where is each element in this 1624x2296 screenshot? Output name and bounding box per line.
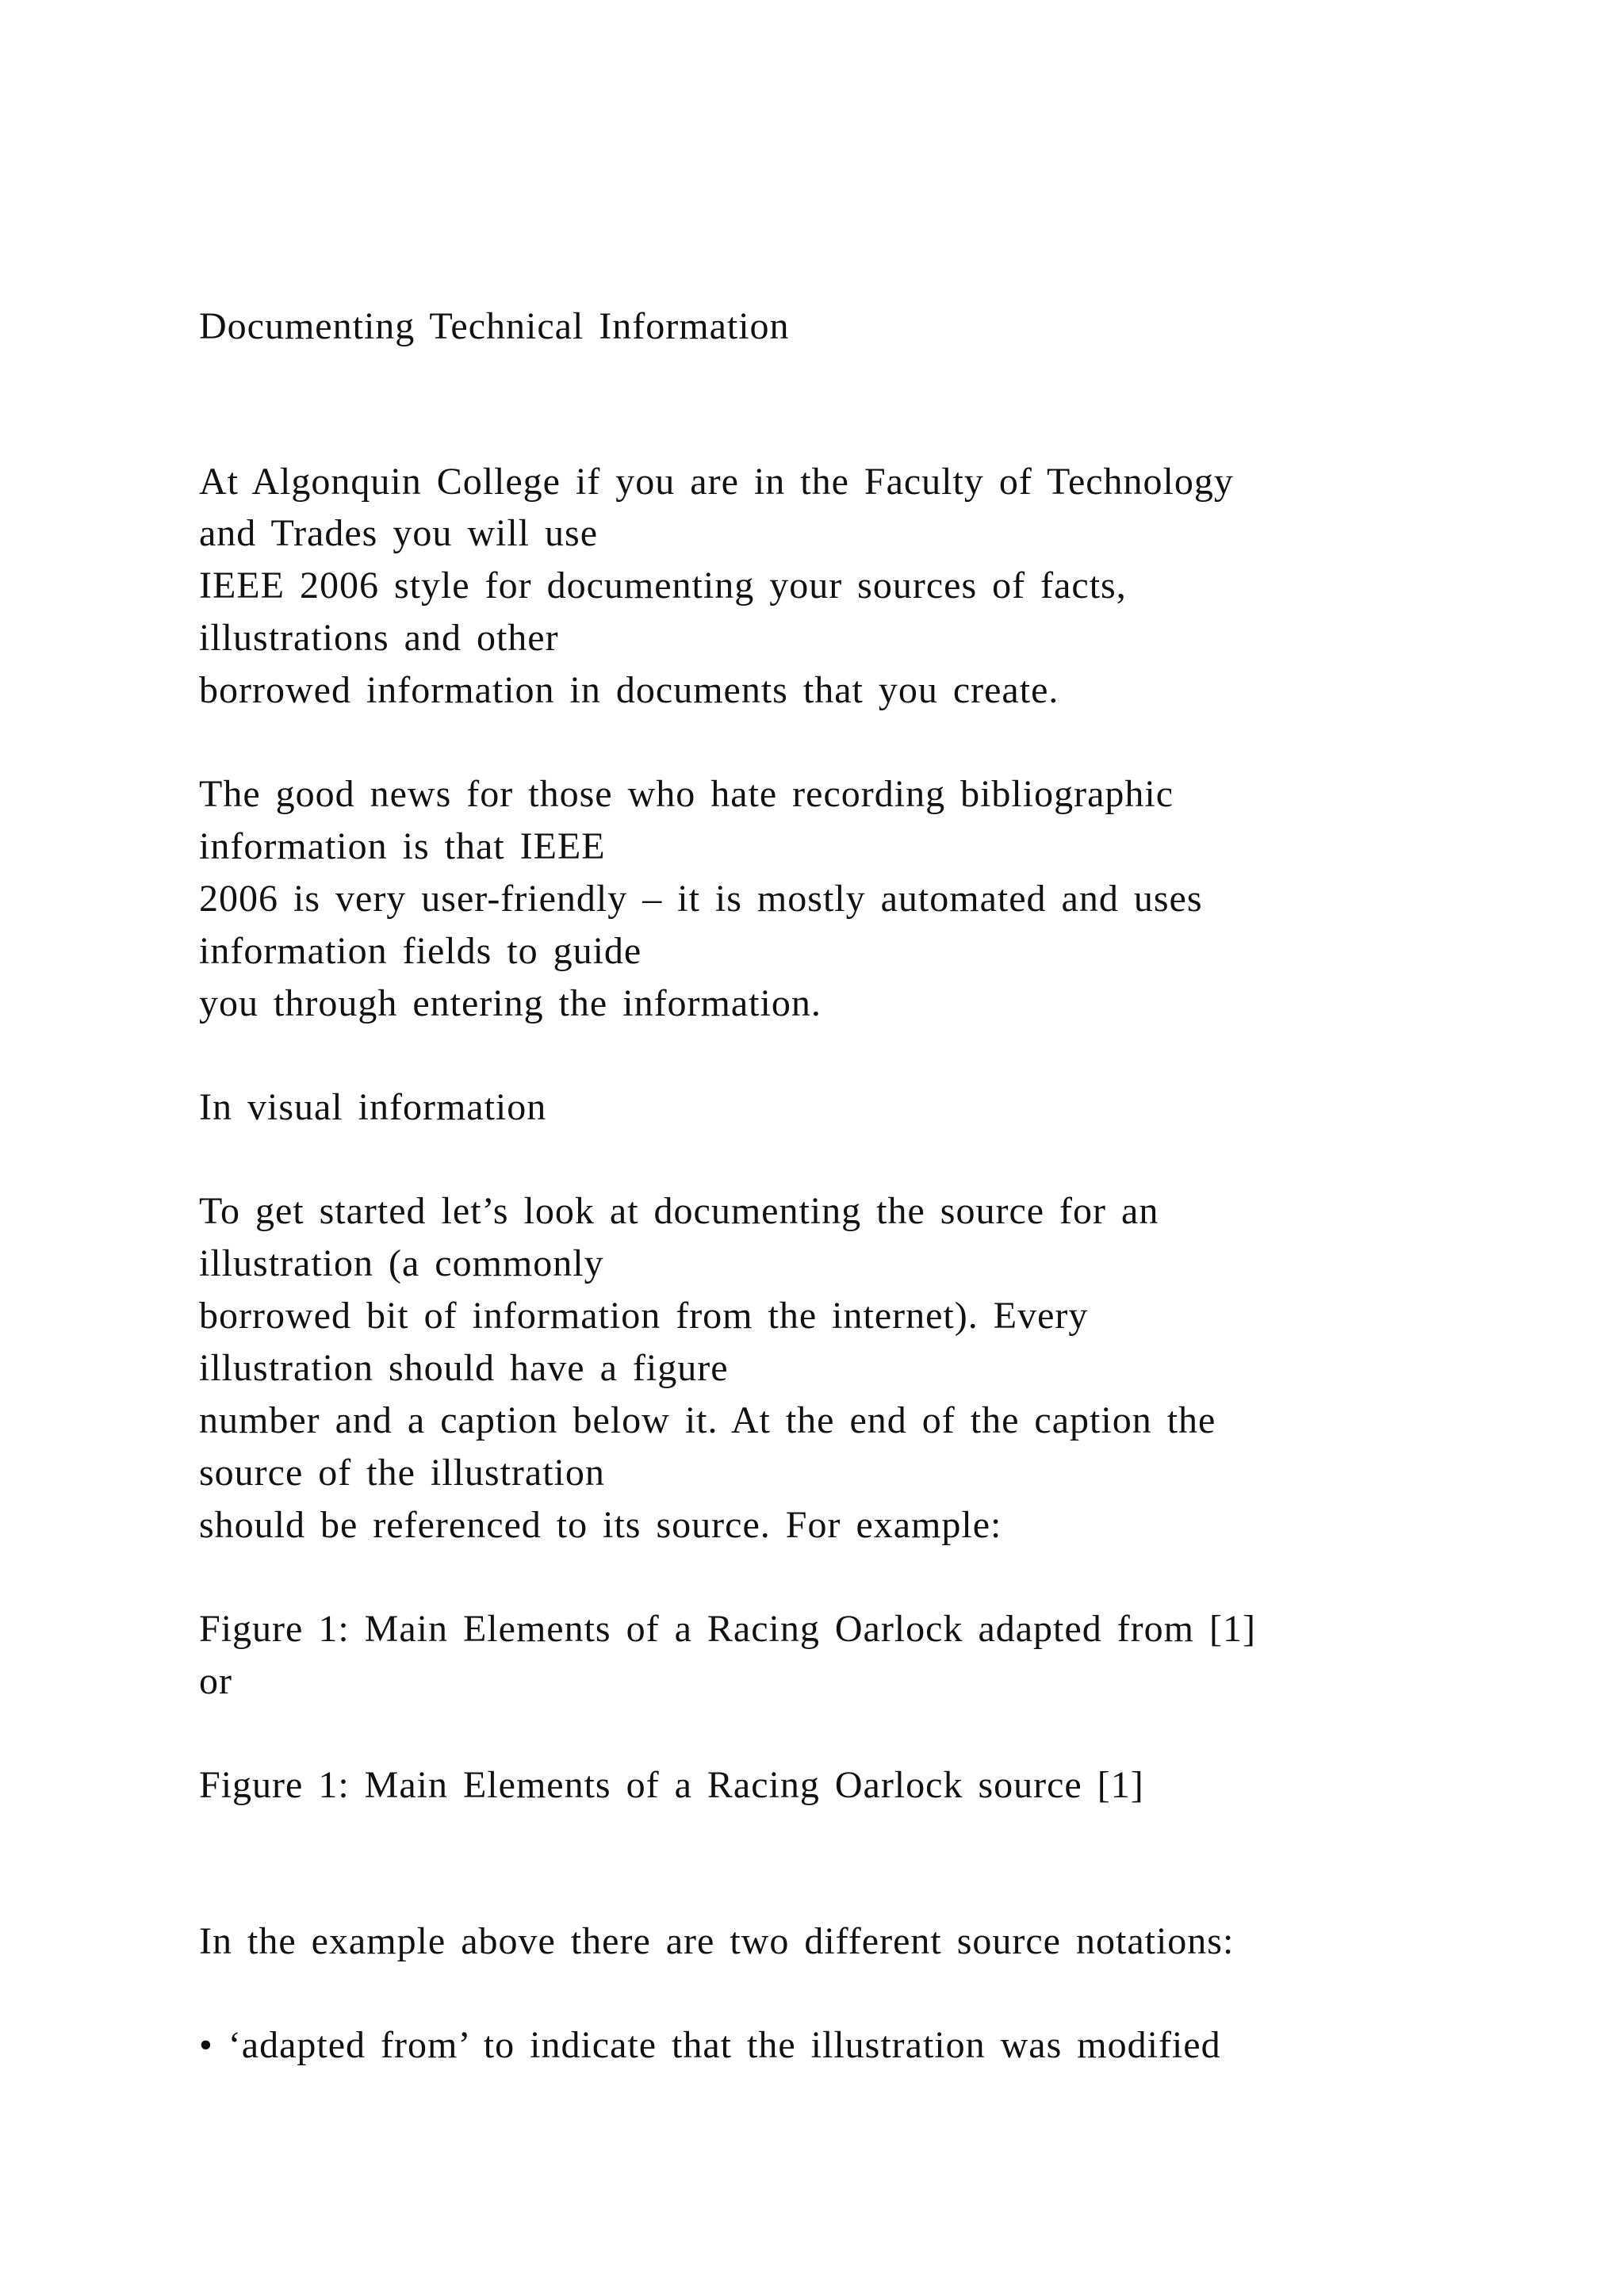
paragraph-1-line-1: At Algonquin College if you are in the Faculty of Technology [199,461,1234,503]
document-title: Documenting Technical Information [199,305,790,347]
example-or: or [199,1660,232,1702]
example-caption-1: Figure 1: Main Elements of a Racing Oarlock adapted from [1] [199,1608,1256,1650]
paragraph-4: In the example above there are two different source notations: [199,1920,1235,1962]
paragraph-2-line-5: you through entering the information. [199,982,822,1024]
paragraph-3-line-5: number and a caption below it. At the end of the caption the [199,1399,1216,1441]
paragraph-3-line-3: borrowed bit of information from the internet). Every [199,1295,1089,1337]
paragraph-2-line-1: The good news for those who hate recording bibliographic [199,773,1174,815]
paragraph-3-line-7: should be referenced to its source. For example: [199,1504,1002,1546]
paragraph-1-line-3: IEEE 2006 style for documenting your sources of facts, [199,564,1127,607]
paragraph-1-line-5: borrowed information in documents that you create. [199,669,1059,711]
paragraph-3-line-2: illustration (a commonly [199,1242,604,1284]
paragraph-2-line-3: 2006 is very user-friendly – it is mostly automated and uses [199,878,1203,920]
bullet-item-1: • ‘adapted from’ to indicate that the illustration was modified [199,2024,1221,2066]
paragraph-2-line-4: information fields to guide [199,930,642,972]
paragraph-3-line-6: source of the illustration [199,1452,605,1494]
paragraph-2-line-2: information is that IEEE [199,825,606,867]
paragraph-1-line-4: illustrations and other [199,617,559,659]
paragraph-3-line-4: illustration should have a figure [199,1347,729,1389]
paragraph-3-line-1: To get started let’s look at documenting the source for an [199,1190,1159,1232]
section-heading: In visual information [199,1086,547,1128]
paragraph-1-line-2: and Trades you will use [199,512,598,554]
example-caption-2: Figure 1: Main Elements of a Racing Oarlock source [1] [199,1764,1144,1806]
